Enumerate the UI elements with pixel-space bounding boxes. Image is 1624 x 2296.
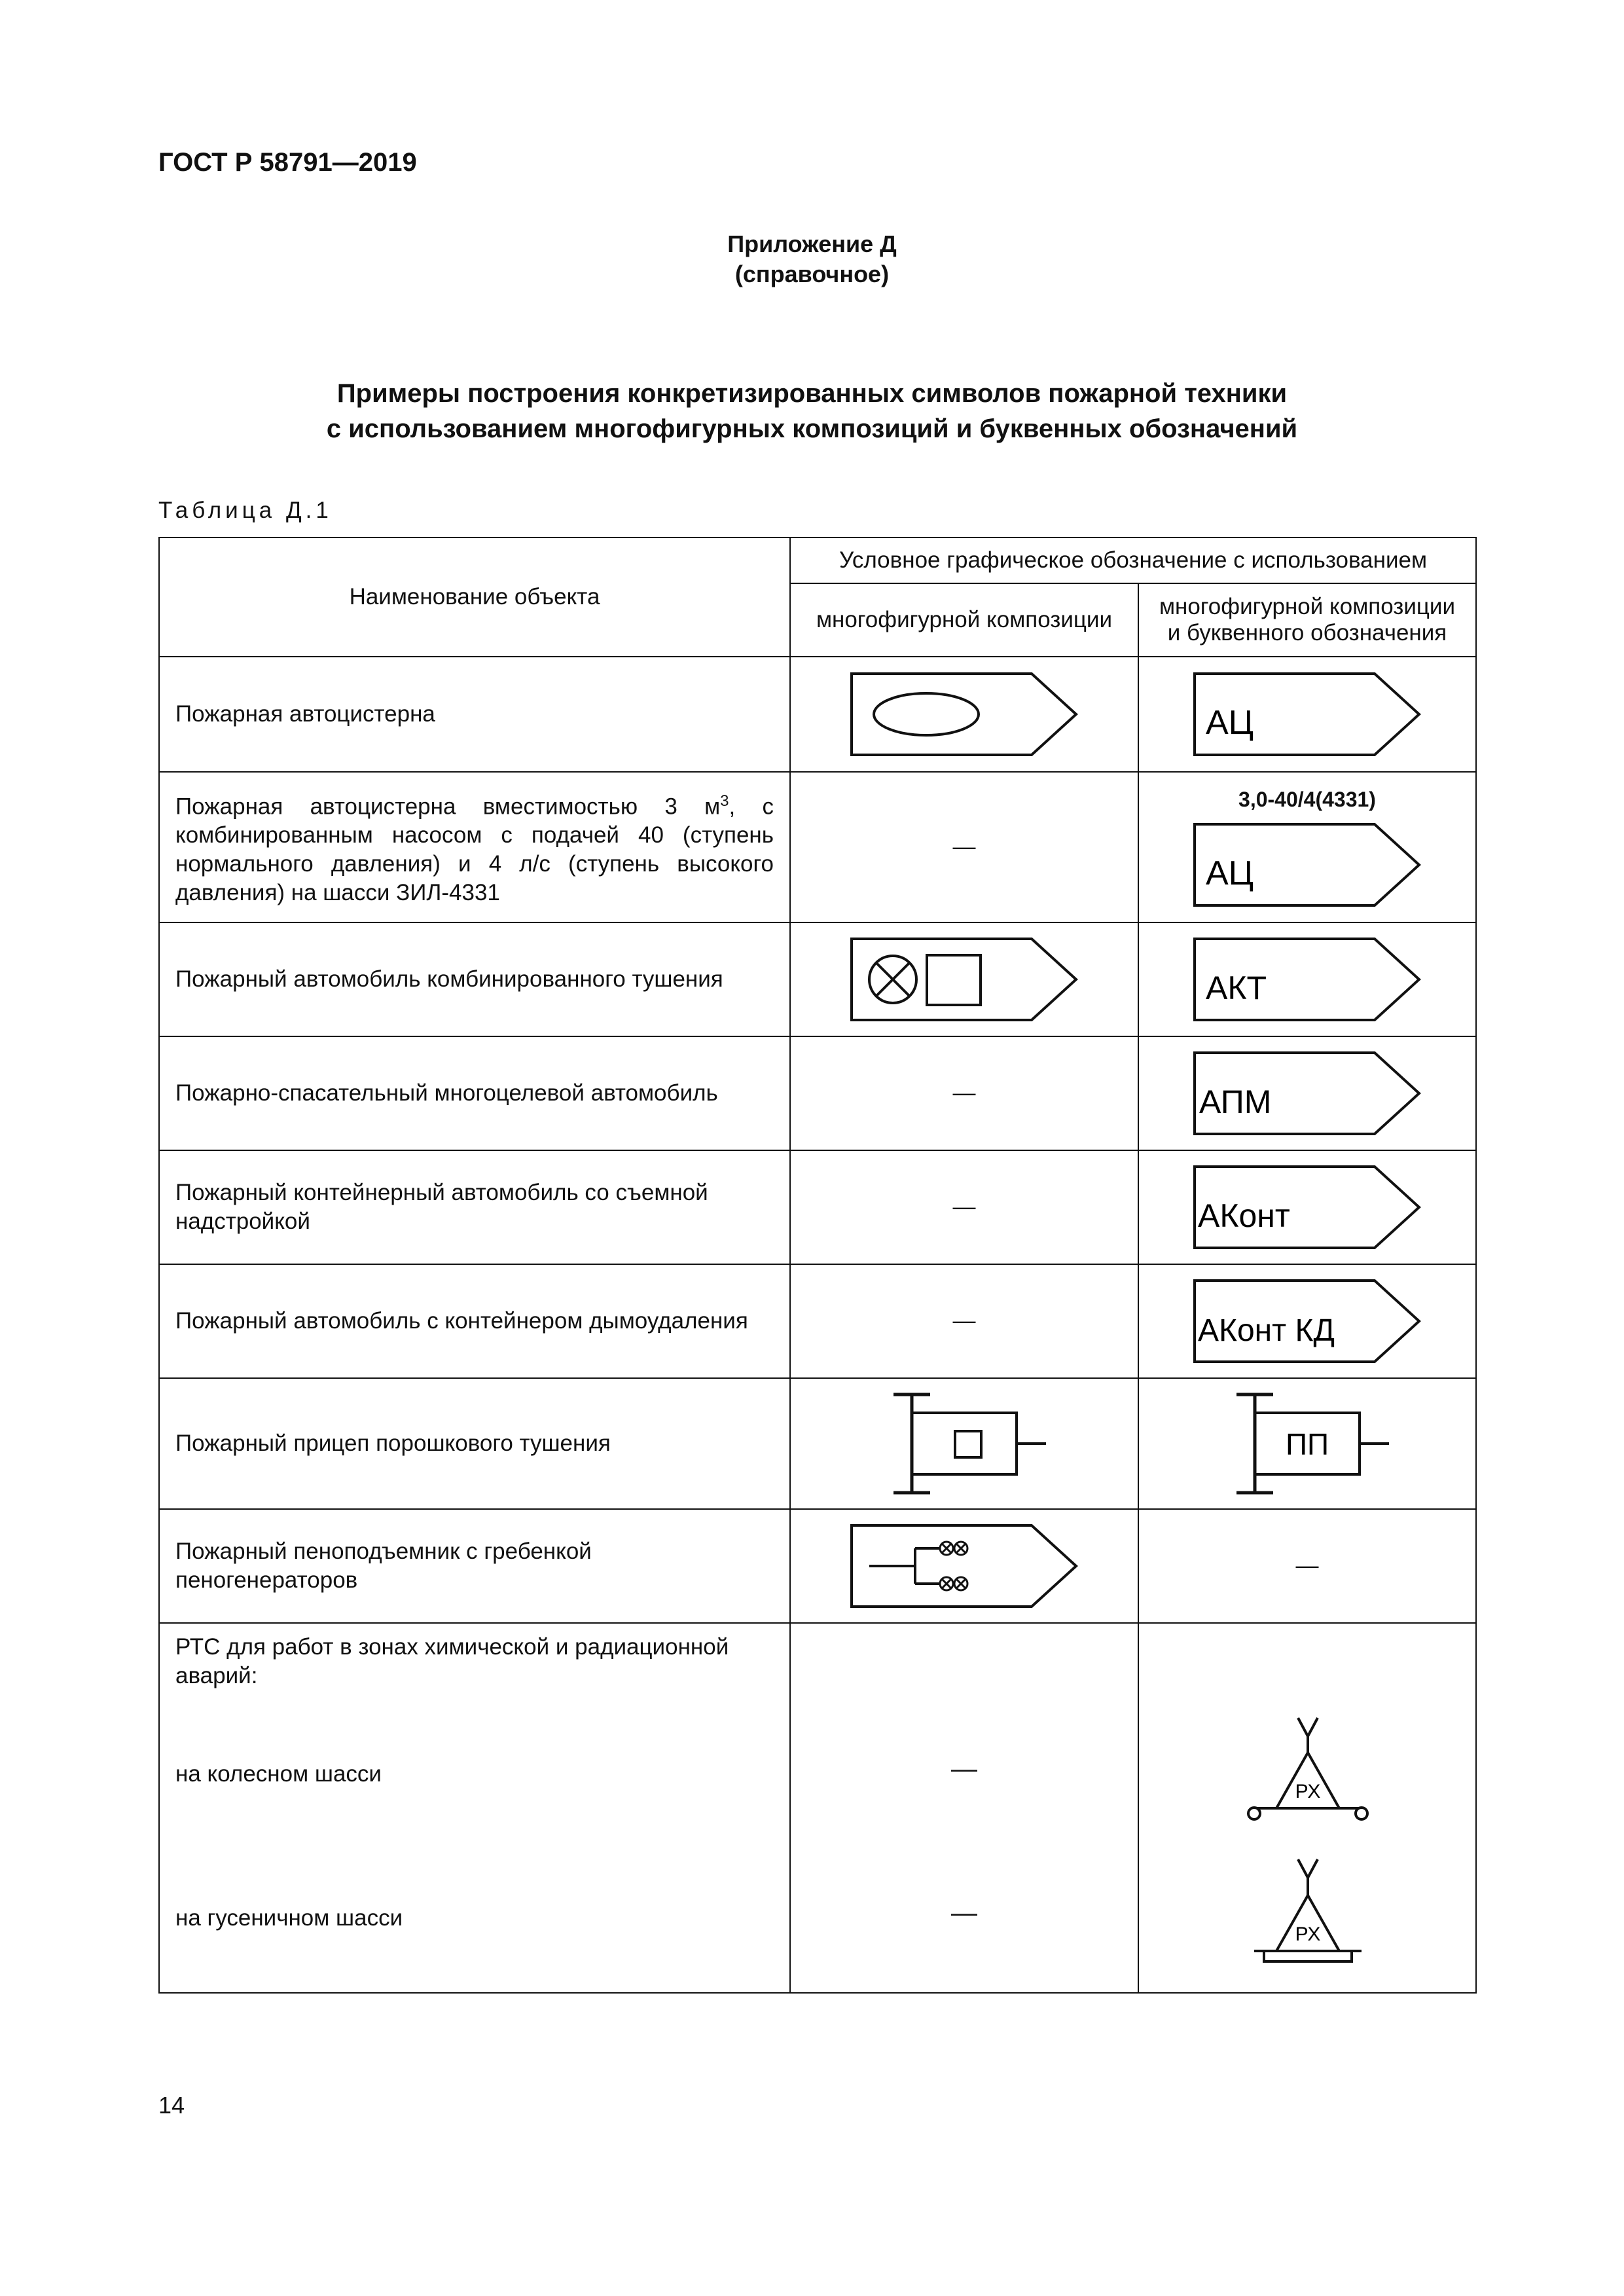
page-number: 14 [158,2092,185,2119]
document-header: ГОСТ Р 58791—2019 [158,148,417,177]
foam-generator-icon [940,1542,967,1555]
table-label: Таблица Д.1 [158,498,333,523]
symbol-caption: 3,0-40/4(4331) [1238,787,1376,811]
empty-dash: — [952,1194,976,1220]
row-symbol-multi [790,922,1138,1036]
row-name-part1: Пожарная автоцистерна вместимостью 3 м [175,793,721,820]
row-symbol-multi [790,1378,1138,1509]
rescue-vehicle-letter-symbol [1193,1051,1422,1136]
empty-dash: — [952,1308,976,1334]
row-object-name [159,1623,790,1993]
tanker-letter-symbol [1193,822,1422,907]
row-symbol-multi [790,1036,1138,1150]
row-symbol-multi [790,1509,1138,1623]
wheel-icon [1248,1808,1260,1819]
header-multi-figure-letter [1138,583,1476,657]
header-multi-figure: многофигурной композиции [790,583,1138,657]
combined-extinguishing-symbol [850,937,1079,1022]
foam-lift-symbol [850,1523,1079,1609]
row-object-name: Пожарный прицеп порошкового тушения [159,1378,790,1509]
tanker-letter-symbol [1193,672,1422,757]
empty-dash: — [952,834,976,860]
foam-generator-icon [940,1577,967,1590]
antenna-line [1308,1859,1318,1878]
smoke-removal-letter-symbol [1193,1279,1422,1364]
header-symbol-group: Условное графическое обозначение с использованием [790,538,1476,583]
table-row [159,657,1476,772]
track-shape [1264,1951,1352,1961]
symbol-letters: РХ [1295,1781,1321,1802]
row-symbol-multi-letter [1138,1378,1476,1509]
symbols-table [158,537,1477,1994]
row-name-part2: , с комбинированным насосом с подачей 40 (ступень нормального давления) и 4 л/с (ступень высокого давления) на шасси ЗИЛ-4331 [175,793,774,906]
table-row [159,772,1476,922]
symbol-letters: РХ [1295,1923,1321,1945]
row-symbol-multi [790,657,1138,772]
row-symbol-multi-letter [1138,922,1476,1036]
appendix-title: Приложение Д [727,230,897,257]
rtc-tracked-label: на гусеничном шасси [175,1905,403,1931]
page-title-line2: с использованием многофигурных композиций и буквенных обозначений [326,414,1298,443]
empty-dash: — [1295,1553,1319,1578]
header-multi-figure-letter-line1: многофигурной композиции [1159,594,1456,619]
symbol-letters: АКонт КД [1198,1313,1335,1348]
vehicle-pentagon-shape [852,939,1076,1020]
row-name-superscript: 3 [720,792,729,810]
empty-dash: — [951,1755,977,1783]
row-object-name: Пожарный автомобиль комбинированного тушения [159,922,790,1036]
symbol-letters: АКонт [1198,1197,1290,1234]
row-symbol-multi [790,1150,1138,1264]
small-square-shape [955,1431,981,1457]
rtc-main-label: РТС для работ в зонах химической и радиационной аварий: [175,1634,729,1688]
table-row [159,922,1476,1036]
row-symbol-multi [790,772,1138,922]
table-header-row [159,538,1476,583]
antenna-line [1298,1718,1308,1736]
wheel-icon [1356,1808,1367,1819]
row-symbol-multi-letter [1138,657,1476,772]
rtc-wheeled-symbol [1242,1710,1373,1828]
row-object-name: Пожарный автомобиль с контейнером дымоудаления [159,1264,790,1378]
empty-dash: — [952,1080,976,1106]
empty-dash: — [951,1899,977,1927]
powder-trailer-letter-symbol [1222,1388,1392,1499]
row-symbol-multi-letter [1138,1150,1476,1264]
container-vehicle-letter-symbol [1193,1165,1422,1250]
trailer-body-shape [912,1413,1017,1474]
symbol-letters: АЦ [1206,854,1254,892]
rtc-wheeled-label: на колесном шасси [175,1761,382,1787]
row-symbol-multi-letter [1138,772,1476,922]
square-shape [927,955,981,1005]
row-object-name: Пожарный пеноподъемник с гребенкой пеногенераторов [159,1509,790,1623]
symbol-letters: АЦ [1206,704,1254,742]
row-object-name [159,772,790,922]
row-object-name: Пожарная автоцистерна [159,657,790,772]
symbol-letters: АКТ [1206,970,1267,1006]
symbol-letters: АПМ [1199,1084,1272,1120]
table-row [159,1264,1476,1378]
antenna-line [1298,1859,1308,1878]
tank-ellipse-shape [874,693,979,735]
page-title-line1: Примеры построения конкретизированных символов пожарной техники [336,379,1288,408]
appendix-subtitle: (справочное) [734,261,890,287]
row-object-name: Пожарно-спасательный многоцелевой автомобиль [159,1036,790,1150]
header-object-name: Наименование объекта [159,538,790,657]
row-symbol-multi [790,1264,1138,1378]
combined-extinguishing-letter-symbol [1193,937,1422,1022]
row-symbol-multi-letter [1138,1264,1476,1378]
header-multi-figure-letter-line2: и буквенного обозначения [1167,620,1447,646]
vehicle-pentagon-shape [852,674,1076,755]
row-object-name: Пожарный контейнерный автомобиль со съемной надстройкой [159,1150,790,1264]
table-row [159,1378,1476,1509]
row-symbol-multi [790,1623,1138,1993]
antenna-line [1308,1718,1318,1736]
table-row [159,1150,1476,1264]
table-row [159,1036,1476,1150]
rtc-tracked-symbol [1242,1858,1373,1976]
row-symbol-multi-letter [1138,1623,1476,1993]
tanker-symbol [850,672,1079,757]
table-row [159,1623,1476,1993]
table-row [159,1509,1476,1623]
symbol-letters: ПП [1285,1427,1329,1461]
powder-trailer-symbol [879,1388,1049,1499]
row-symbol-multi-letter [1138,1036,1476,1150]
row-symbol-multi-letter [1138,1509,1476,1623]
